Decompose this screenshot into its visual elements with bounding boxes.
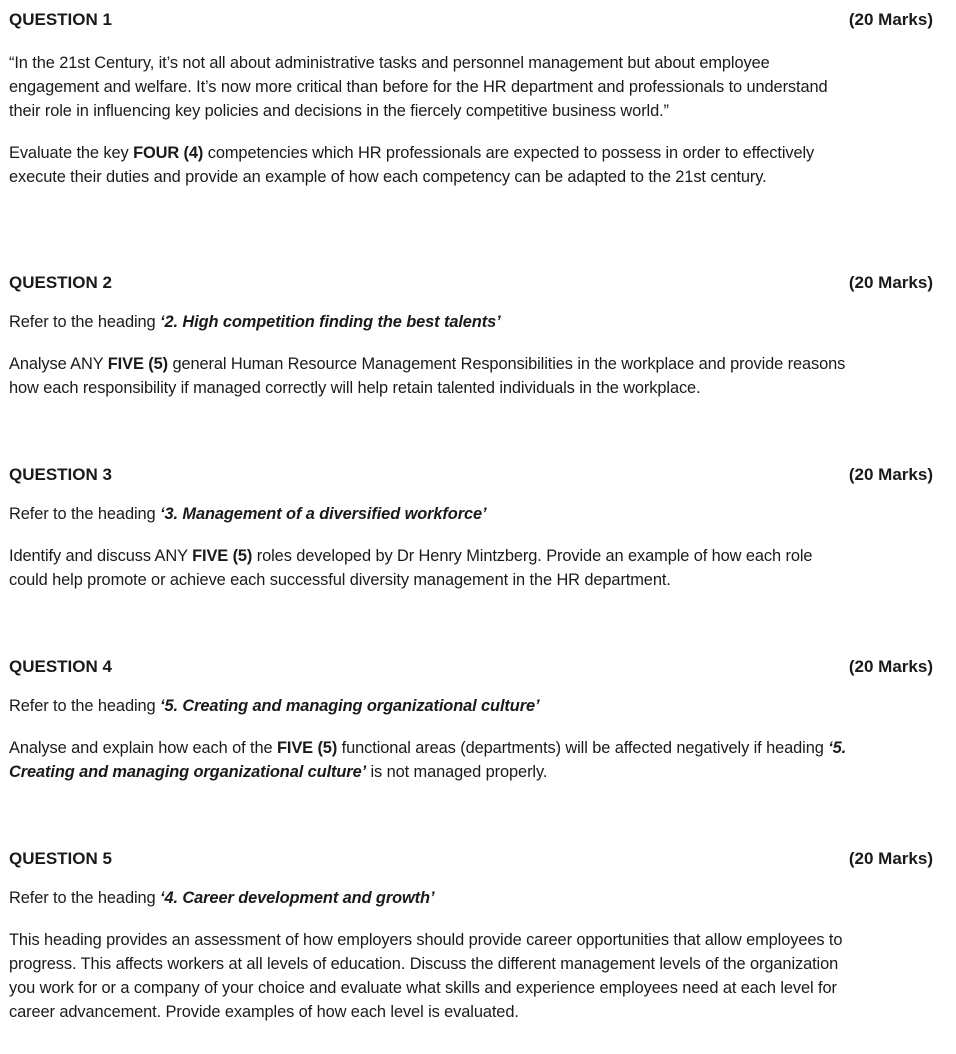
question-header [9, 656, 939, 678]
referenced-heading: ‘4. Career development and growth’ [160, 889, 435, 907]
question-title: QUESTION 4 [9, 657, 112, 676]
question-task: Analyse ANY FIVE (5) general Human Resource Management Responsibilities in the workplace and provide reasons how each responsibility if managed correctly will help retain talented individuals in the workplace. [9, 355, 846, 397]
question-quote: “In the 21st Century, it’s not all about administrative tasks and personnel management but about employee engagement and welfare. It’s now more critical than before for the HR department and professionals to understand their role in influencing key policies and decisions in the fiercely competitive business world.” [9, 54, 828, 120]
question-header [9, 9, 939, 31]
question-task: Analyse and explain how each of the FIVE (5) functional areas (departments) will be affected negatively if heading ‘5. Creating and managing organizational culture’ is not managed properly. [9, 739, 847, 781]
question-title: QUESTION 2 [9, 273, 112, 292]
emphasis-count: FOUR (4) [133, 144, 204, 162]
marks-label: (20 Marks) [848, 849, 933, 868]
referenced-heading: ‘2. High competition finding the best talents’ [160, 313, 501, 331]
question-5 [9, 848, 939, 1024]
referenced-heading: ‘5. Creating and managing organizational culture’ [160, 697, 540, 715]
emphasis-count: FIVE (5) [107, 355, 168, 373]
referenced-heading: ‘3. Management of a diversified workforce’ [160, 505, 487, 523]
question-task: Evaluate the key FOUR (4) competencies which HR professionals are expected to possess in order to effectively execute their duties and provide an example of how each competency can be adapted to the 21st century. [9, 144, 815, 186]
question-title: QUESTION 1 [9, 10, 112, 29]
question-2 [9, 272, 939, 400]
question-header [9, 464, 939, 486]
heading-reference: Refer to the heading ‘5. Creating and managing organizational culture’ [9, 697, 540, 715]
question-header [9, 272, 939, 294]
heading-reference: Refer to the heading ‘2. High competition finding the best talents’ [9, 313, 501, 331]
question-4 [9, 656, 939, 784]
heading-reference: Refer to the heading ‘3. Management of a diversified workforce’ [9, 505, 487, 523]
question-3 [9, 464, 939, 592]
marks-label: (20 Marks) [848, 10, 933, 29]
marks-label: (20 Marks) [848, 465, 933, 484]
question-task: Identify and discuss ANY FIVE (5) roles developed by Dr Henry Mintzberg. Provide an example of how each role could help promote or achieve each successful diversity management in the HR department. [9, 547, 813, 589]
question-1 [9, 9, 939, 189]
question-title: QUESTION 3 [9, 465, 112, 484]
emphasis-count: FIVE (5) [192, 547, 253, 565]
heading-reference: Refer to the heading ‘4. Career development and growth’ [9, 889, 435, 907]
question-header [9, 848, 939, 870]
marks-label: (20 Marks) [848, 273, 933, 292]
question-title: QUESTION 5 [9, 849, 112, 868]
question-task: This heading provides an assessment of how employers should provide career opportunities that allow employees to progress. This affects workers at all levels of education. Discuss the different management levels of the organization you work for or a company of your choice and evaluate what skills and experience employees need at each level for career advancement. Provide examples of how each level is evaluated. [9, 931, 843, 1021]
referenced-heading: ‘5. Creating and managing organizational culture’ [9, 739, 847, 781]
emphasis-count: FIVE (5) [276, 739, 338, 757]
marks-label: (20 Marks) [848, 657, 933, 676]
